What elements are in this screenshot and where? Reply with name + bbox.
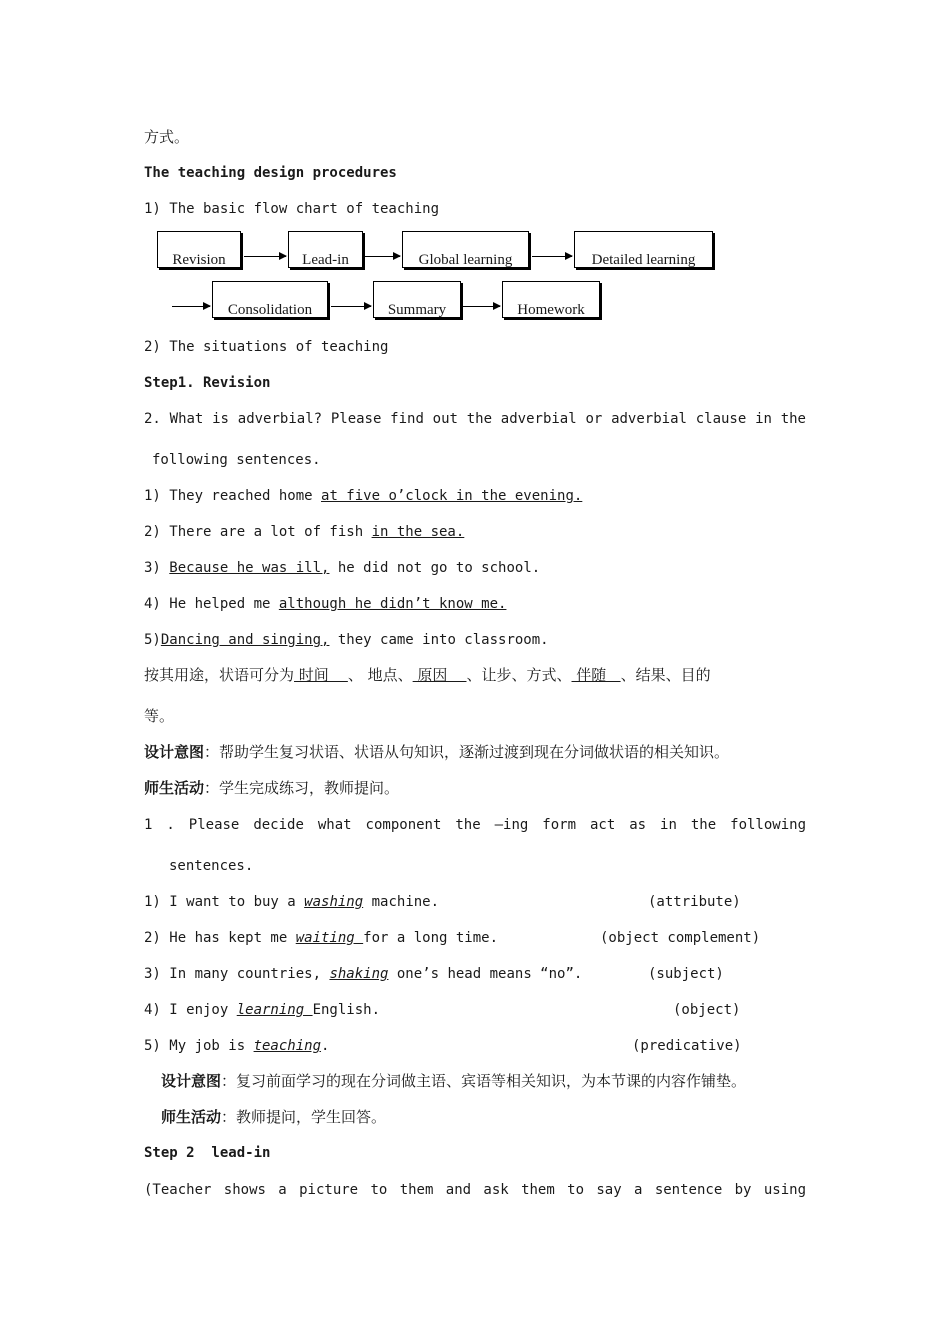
q2-item-3: 3) Because he was ill, he did not go to school.	[144, 560, 541, 576]
q1-item-3-role: (subject)	[648, 966, 724, 982]
usage-line2: 等。	[144, 707, 175, 725]
flow-box-revision: Revision	[157, 231, 241, 268]
q2-item-5: 5)Dancing and singing, they came into classroom.	[144, 632, 549, 648]
flow-box-summary: Summary	[373, 281, 461, 318]
activity-1: 师生活动：学生完成练习，教师提问。	[144, 779, 400, 797]
q1-item-1: 1) I want to buy a washing machine.	[144, 894, 440, 910]
answer-blank: 原因	[412, 666, 467, 684]
q1-item-5: 5) My job is teaching.	[144, 1038, 330, 1054]
underlined-adverbial: in the sea.	[371, 524, 465, 540]
q1-item-2-role: (object complement)	[600, 930, 761, 946]
intro-tail: 方式。	[144, 128, 190, 146]
underlined-adverbial: Because he was ill,	[169, 560, 330, 576]
design-title: The teaching design procedures	[144, 165, 397, 181]
q2-prompt-line2: following sentences.	[152, 452, 321, 468]
underlined-adverbial: although he didn’t know me.	[278, 596, 507, 612]
q1-item-3: 3) In many countries, shaking one’s head means “no”.	[144, 966, 583, 982]
flow-arrow	[331, 306, 371, 307]
q2-item-4: 4) He helped me although he didn’t know me.	[144, 596, 507, 612]
underlined-adverbial: Dancing and singing,	[160, 632, 330, 648]
underlined-ing-form: waiting	[295, 930, 364, 946]
flow-box-detailed-learning: Detailed learning	[574, 231, 713, 268]
q1-item-4: 4) I enjoy learning English.	[144, 1002, 381, 1018]
usage-line: 按其用途，状语可分为 时间 、 地点、 原因 、让步、方式、 伴随 、结果、目的	[144, 666, 711, 684]
underlined-adverbial: at five o’clock in the evening.	[321, 488, 583, 504]
q2-item-2: 2) There are a lot of fish in the sea.	[144, 524, 465, 540]
answer-blank: 伴随	[571, 666, 621, 684]
design-intent-1: 设计意图：帮助学生复习状语、状语从句知识，逐渐过渡到现在分词做状语的相关知识。	[144, 743, 730, 761]
step1-title: Step1. Revision	[144, 375, 271, 391]
flow-box-homework: Homework	[502, 281, 600, 318]
activity-2: 师生活动：教师提问，学生回答。	[161, 1108, 387, 1126]
q2-item-1: 1) They reached home at five o’clock in the evening.	[144, 488, 583, 504]
flow-arrow	[463, 306, 500, 307]
flow-arrow	[172, 306, 210, 307]
flow-box-global-learning: Global learning	[402, 231, 529, 268]
step2-title: Step 2 lead-in	[144, 1145, 271, 1161]
flow-heading: 1) The basic flow chart of teaching	[144, 201, 440, 217]
q1-prompt-line2: sentences.	[169, 858, 254, 874]
flow-arrow	[532, 256, 572, 257]
q1-prompt-line1: 1 . Please decide what component the –ing form act as in the following	[144, 817, 806, 833]
q1-item-5-role: (predicative)	[632, 1038, 742, 1054]
flow-box-lead-in: Lead-in	[288, 231, 363, 268]
q2-prompt-line1: 2. What is adverbial? Please find out the adverbial or adverbial clause in the	[144, 411, 806, 427]
design-intent-2: 设计意图：复习前面学习的现在分词做主语、宾语等相关知识，为本节课的内容作铺垫。	[161, 1072, 747, 1090]
flow-box-consolidation: Consolidation	[212, 281, 328, 318]
underlined-ing-form: washing	[304, 894, 364, 910]
q1-item-1-role: (attribute)	[648, 894, 741, 910]
flow-arrow	[365, 256, 400, 257]
underlined-ing-form: teaching	[253, 1038, 322, 1054]
situations-heading: 2) The situations of teaching	[144, 339, 389, 355]
step2-line: (Teacher shows a picture to them and ask them to say a sentence by using	[144, 1182, 806, 1198]
underlined-ing-form: shaking	[329, 966, 389, 982]
answer-blank: 时间	[294, 666, 348, 684]
underlined-ing-form: learning	[236, 1002, 313, 1018]
q1-item-4-role: (object)	[673, 1002, 741, 1018]
q1-item-2: 2) He has kept me waiting for a long time.	[144, 930, 499, 946]
flow-arrow	[244, 256, 286, 257]
